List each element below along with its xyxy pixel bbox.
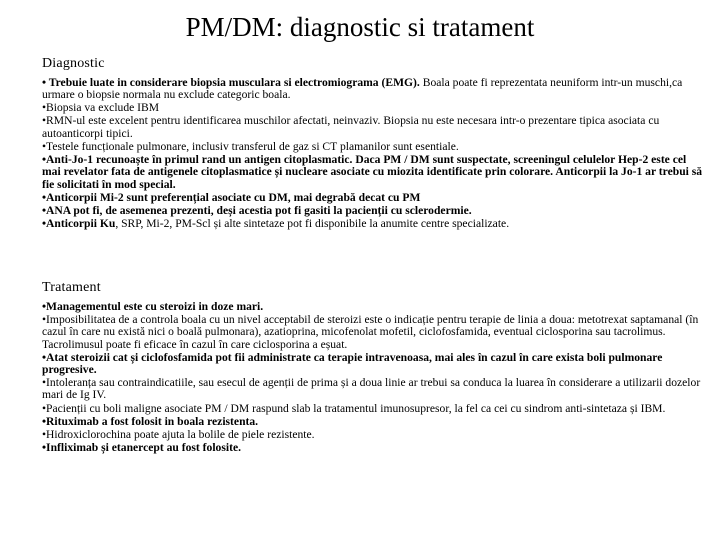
diagnostic-item bbox=[42, 77, 706, 102]
item-text: Boala poate fi reprezentata neuniform intr-un muschi,ca urmare o biopsie normala nu exclude categoric boala. bbox=[42, 76, 683, 102]
diagnostic-section bbox=[42, 56, 706, 231]
tratament-item bbox=[42, 442, 706, 454]
tratament-item bbox=[42, 314, 706, 351]
diagnostic-item bbox=[42, 115, 706, 140]
diagnostic-item bbox=[42, 141, 706, 153]
diagnostic-item bbox=[42, 192, 706, 204]
tratament-heading: Tratament bbox=[42, 280, 101, 295]
tratament-item bbox=[42, 301, 706, 313]
item-text: •Biopsia va exclude IBM bbox=[42, 101, 160, 115]
diagnostic-item bbox=[42, 154, 706, 191]
item-text: •Testele funcționale pulmonare, inclusiv transferul de gaz si CT plamanilor sunt esentiale. bbox=[42, 139, 459, 153]
tratament-item bbox=[42, 416, 706, 428]
item-text: •Hidroxiclorochina poate ajuta la bolile de piele rezistente. bbox=[42, 427, 315, 441]
diagnostic-heading: Diagnostic bbox=[42, 56, 105, 71]
item-bold-text: •Anticorpii Ku bbox=[42, 216, 116, 230]
diagnostic-item bbox=[42, 205, 706, 217]
item-text: , SRP, Mi-2, PM-Scl și alte sintetaze pot fi disponibile la anumite centre specializate. bbox=[115, 216, 510, 230]
tratament-item bbox=[42, 429, 706, 441]
tratament-item bbox=[42, 403, 706, 415]
item-bold-text: •ANA pot fi, de asemenea prezenti, deși acestia pot fi gasiti la pacienții cu sclerodermie. bbox=[42, 203, 472, 217]
item-bold-text: •Atat steroizii cat și ciclofosfamida pot fii administrate ca terapie intravenoasa, mai ales în cazul în care exista boli pulmonare progresive. bbox=[42, 350, 663, 377]
diagnostic-item bbox=[42, 102, 706, 114]
item-bold-text: •Rituximab a fost folosit in boala rezistenta. bbox=[42, 414, 259, 428]
diagnostic-item bbox=[42, 218, 706, 230]
item-bold-text: •Anticorpii Mi-2 sunt preferențial asociate cu DM, mai degrabă decat cu PM bbox=[42, 190, 421, 204]
item-text: •Imposibilitatea de a controla boala cu un nivel acceptabil de steroizi este o indicație pentru terapie de linia a doua: metotrexat saptamanal (în cazul în care nu există nici o boală pulmonara), azatioprina, micofenolat mofetil, ciclofosfamida, eventual ciclosporina sau tacrolimus. Tacrolimusul poate fi eficace în cazul în care ciclosporina a eșuat. bbox=[42, 313, 699, 351]
item-text: •Intoleranța sau contraindicatiile, sau esecul de agenții de prima și a doua linie ar trebui sa conduca la luarea în considerare a utilizarii dozelor mari de Ig IV. bbox=[42, 376, 701, 402]
item-bold-text: • Trebuie luate in considerare biopsia musculara si electromiograma (EMG). bbox=[42, 76, 420, 89]
item-bold-text: •Anti-Jo-1 recunoaște în primul rand un antigen citoplasmatic. Daca PM / DM sunt suspectate, screeningul celulelor Hep-2 este cel mai revelator fata de antigenele citoplasmatice și nucleare asociate cu miozita identificate prin colorare. Anticorpii la Jo-1 ar trebui să fie solicitati în mod special. bbox=[42, 152, 703, 191]
tratament-section bbox=[42, 280, 706, 455]
item-bold-text: •Managementul este cu steroizi in doze mari. bbox=[42, 300, 264, 313]
tratament-list bbox=[42, 301, 706, 454]
diagnostic-list bbox=[42, 77, 706, 230]
tratament-item bbox=[42, 377, 706, 402]
item-bold-text: •Infliximab și etanercept au fost folosite. bbox=[42, 440, 241, 454]
tratament-item bbox=[42, 352, 706, 377]
item-text: •RMN-ul este excelent pentru identificarea muschilor afectati, neinvaziv. Biopsia nu este necesara intr-o prezentare tipica asociata cu autoanticorpi tipici. bbox=[42, 114, 660, 140]
item-text: •Pacienții cu boli maligne asociate PM / DM raspund slab la tratamentul imunosupresor, la fel ca cei cu sindrom anti-sintetaza și IBM. bbox=[42, 401, 666, 415]
slide-title: PM/DM: diagnostic si tratament bbox=[185, 12, 535, 42]
